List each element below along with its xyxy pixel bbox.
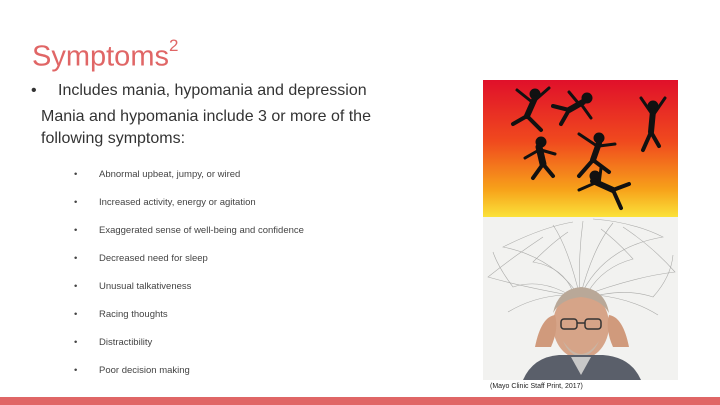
main-bullet-glyph: • [31, 82, 37, 99]
intro-text: Mania and hypomania include 3 or more of the following symptoms: [41, 108, 371, 147]
symptom-text: Poor decision making [99, 365, 190, 376]
symptom-text: Decreased need for sleep [99, 253, 208, 264]
image-citation: (Mayo Clinic Staff Print, 2017) [490, 383, 583, 390]
bullet-dot: • [74, 197, 78, 208]
jumping-silhouettes-illustration [483, 80, 678, 217]
symptom-text: Increased activity, energy or agitation [99, 197, 256, 208]
bullet-dot: • [74, 225, 78, 236]
symptom-text: Exaggerated sense of well-being and confidence [99, 225, 304, 236]
bottom-accent-bar [0, 397, 720, 405]
bullet-dot: • [74, 309, 78, 320]
symptom-text: Unusual talkativeness [99, 281, 192, 292]
bullet-dot: • [74, 281, 78, 292]
bullet-dot: • [74, 337, 78, 348]
main-point: Includes mania, hypomania and depression [58, 82, 367, 99]
bullet-dot: • [74, 169, 78, 180]
bullet-dot: • [74, 253, 78, 264]
title-superscript: 2 [168, 36, 179, 55]
title-text: Symptoms [32, 40, 169, 73]
jumping-silhouettes-image [483, 80, 678, 217]
symptom-text: Racing thoughts [99, 309, 168, 320]
symptom-text: Distractibility [99, 337, 153, 348]
bullet-dot: • [74, 365, 78, 376]
stressed-man-illustration [483, 217, 678, 380]
symptom-text: Abnormal upbeat, jumpy, or wired [99, 169, 241, 180]
stressed-man-image [483, 217, 678, 380]
slide-title [32, 36, 179, 74]
